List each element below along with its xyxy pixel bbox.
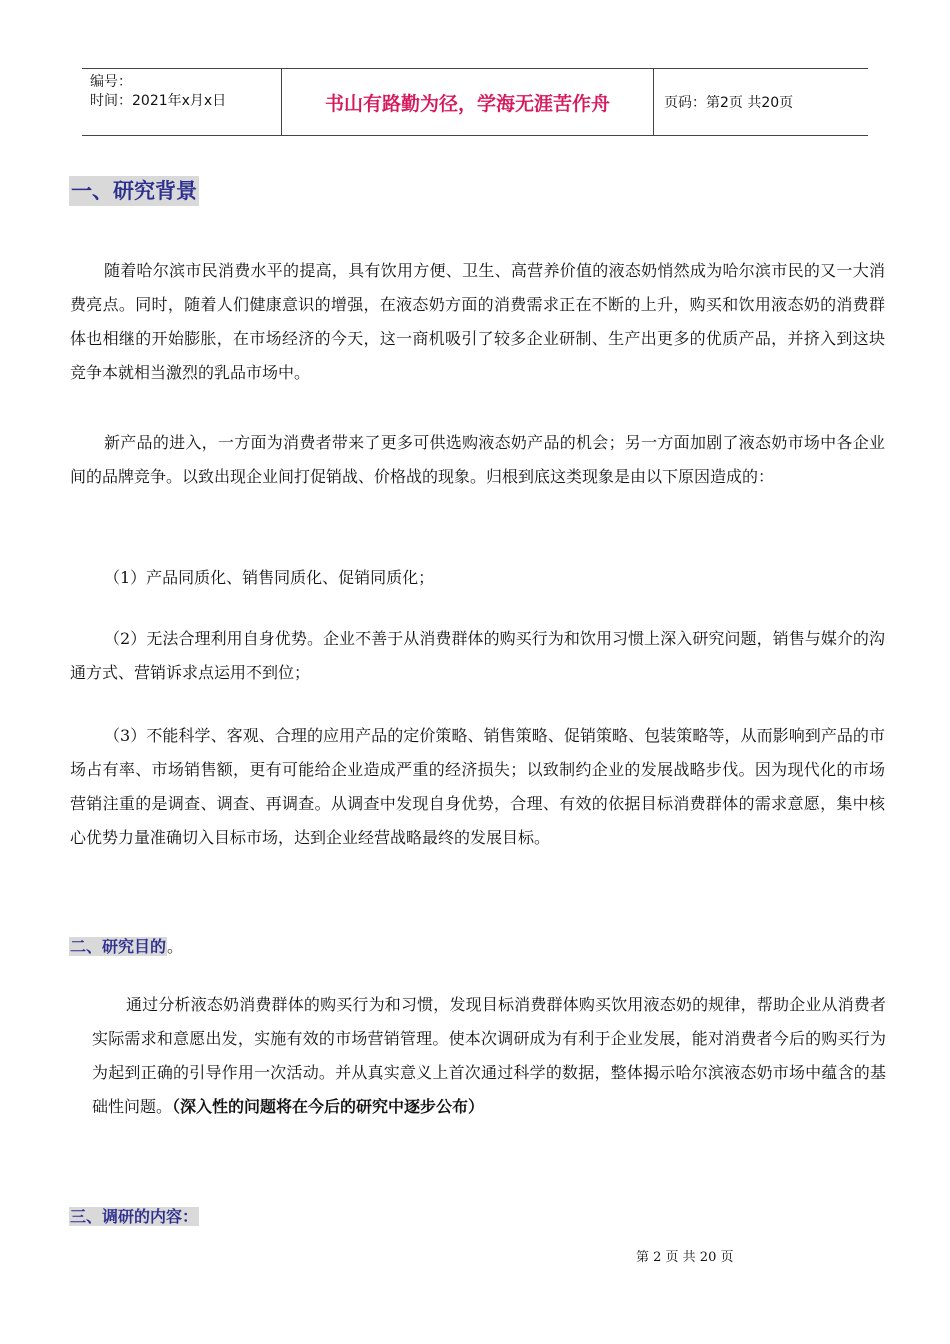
header-page-number: 页码：第2页 共20页 (664, 95, 794, 111)
header-meta (82, 69, 282, 135)
section-heading-content-text: 三、调研的内容： (70, 1207, 199, 1226)
section-heading-purpose (69, 936, 183, 958)
section-heading-background: 一、研究背景 (69, 176, 199, 206)
paragraph-purpose-bold: （深入性的问题将在今后的研究中逐步公布） (172, 1097, 485, 1116)
header-motto: 书山有路勤为径，学海无涯苦作舟 (282, 69, 654, 135)
page-footer: 第 2 页 共 20 页 (636, 1250, 734, 1265)
list-item-1: （1）产品同质化、销售同质化、促销同质化； (104, 568, 435, 587)
paragraph-purpose (92, 988, 886, 1124)
section-heading-purpose-text: 二、研究目的 (70, 937, 167, 956)
document-date: 时间：2021年x月x日 (90, 93, 227, 109)
section-heading-purpose-tail: 。 (167, 937, 184, 956)
list-item-3: （3）不能科学、客观、合理的应用产品的定价策略、销售策略、促销策略、包装策略等，从而影响到产品的市场占有率、市场销售额，更有可能给企业造成严重的经济损失；以致制约企业的发展战略步伐。因为现代化的市场营销注重的是调查、调查、再调查。从调查中发现自身优势，合理、有效的依据目标消费群体的需求意愿，集中核心优势力量准确切入目标市场，达到企业经营战略最终的发展目标。 (70, 726, 885, 847)
paragraph-purpose-text: 通过分析液态奶消费群体的购买行为和习惯，发现目标消费群体购买饮用液态奶的规律，帮助企业从消费者实际需求和意愿出发，实施有效的市场营销管理。使本次调研成为有利于企业发展，能对消费者今后的购买行为为起到正确的引导作用一次活动。并从真实意义上首次通过科学的数据，整体揭示哈尔滨液态奶市场中蕴含的基础性问题。 (92, 995, 886, 1116)
paragraph-background-1: 随着哈尔滨市民消费水平的提高，具有饮用方便、卫生、高营养价值的液态奶悄然成为哈尔滨市民的又一大消费亮点。同时，随着人们健康意识的增强，在液态奶方面的消费需求正在不断的上升，购买和饮用液态奶的消费群体也相继的开始膨胀，在市场经济的今天，这一商机吸引了较多企业研制、生产出更多的优质产品，并挤入到这块竞争本就相当激烈的乳品市场中。 (70, 261, 885, 382)
section-heading-content (69, 1206, 199, 1228)
document-number: 编号： (90, 74, 132, 90)
paragraph-background-2: 新产品的进入，一方面为消费者带来了更多可供选购液态奶产品的机会；另一方面加剧了液态奶市场中各企业间的品牌竞争。以致出现企业间打促销战、价格战的现象。归根到底这类现象是由以下原因造成的： (70, 433, 885, 486)
list-item-2: （2）无法合理利用自身优势。企业不善于从消费群体的购买行为和饮用习惯上深入研究问题，销售与媒介的沟通方式、营销诉求点运用不到位； (70, 629, 885, 682)
page-header (82, 68, 868, 136)
